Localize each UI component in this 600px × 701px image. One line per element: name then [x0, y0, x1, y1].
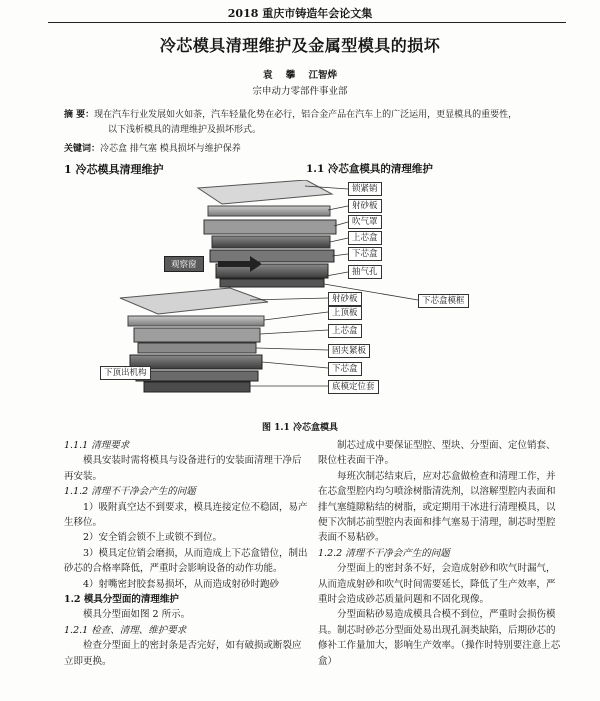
section-1-1-heading: 1.1 冷芯盒模具的清理维护 [306, 163, 433, 175]
left-column [64, 438, 309, 669]
paper-affiliation: 宗申动力零部件事业部 [252, 86, 348, 97]
abstract-line-1: 现在汽车行业发展如火如荼，汽车轻量化势在必行，铝合金产品在汽车上的广泛运用，更显模具的重要性， [94, 110, 518, 120]
list-item: 4）射嘴密封胶套易损坏，从而造成射砂时跑砂 [83, 578, 280, 590]
paragraph-1-2-2: 分型面上的密封条不好，会造成射砂和吹气时漏气，从而造成射砂和吹气时间需要延长，降低了生产效率，严重时会造成砂芯质量问题和不固化现像。 [318, 563, 556, 606]
heading-1-1-1: 1.1.1 清理要求 [64, 440, 130, 451]
figure-cold-box-mold [100, 180, 480, 406]
paragraph-1-1-1: 模具安装时需将模具与设备进行的安装面清理干净后再安装。 [64, 455, 302, 482]
callout-lower-core-box-frame: 下芯盒模框 [418, 294, 469, 308]
callout-upper-core-box-b: 上芯盒 [328, 324, 362, 338]
running-header: 2018 重庆市铸造年会论文集 [227, 7, 373, 20]
keywords-label: 关键词： [64, 144, 101, 154]
mold-illustration [100, 180, 480, 406]
heading-1-2: 1.2 模具分型面的清理维护 [64, 594, 179, 606]
callout-lower-core-box-b: 下芯盒 [328, 362, 362, 376]
callout-clamp-plate: 固夹紧板 [328, 344, 370, 358]
paragraph-1-2: 模具分型面如图 2 所示。 [83, 609, 191, 621]
heading-1-1-2: 1.1.2 清理不干净会产生的问题 [64, 486, 196, 498]
right-column [318, 438, 563, 669]
callout-lower-core-box-a: 下芯盒 [348, 247, 382, 261]
list-item: 1）吸附真空达不到要求，模具连接定位不稳固，易产生移位。 [64, 501, 308, 529]
callout-blow-hood: 吹气罩 [348, 215, 382, 229]
heading-1-2-1: 1.2.1 检查、清理、维护要求 [64, 624, 187, 636]
callout-shooting-plate-lower: 射砂板 [328, 292, 362, 306]
figure-caption: 图 1.1 冷芯盒模具 [262, 423, 338, 433]
paragraph-1-2-1: 检查分型面上的密封条是否完好，如有破损或断裂应立即更换。 [64, 640, 302, 667]
paragraph-right-4: 分型面粘砂易造成模具合模不到位，严重时会损伤模具。制芯时砂芯分型面处易出现孔洞类缺陷，后期砂芯的修补工作量加大，影响生产效率。（操作时特别要注意上芯盒） [318, 609, 561, 667]
section-1-heading: 1 冷芯模具清理维护 [64, 163, 164, 176]
callout-suction-hole: 抽气孔 [348, 265, 382, 279]
callout-upper-top-plate: 上顶板 [328, 306, 362, 320]
callout-shooting-plate-upper: 射砂板 [348, 199, 382, 213]
paper-title: 冷芯模具清理维护及金属型模具的损坏 [159, 36, 441, 55]
abstract-line-2: 以下浅析模具的清理维护及损坏形式。 [108, 124, 262, 135]
paper-authors: 袁 攀 江智烨 [262, 70, 338, 81]
header-rule [48, 22, 566, 23]
callout-bottom-locating-sleeve: 底模定位套 [328, 380, 379, 394]
paragraph-right-2: 每班次制芯结束后，应对芯盒做检查和清理工作，并在芯盒型腔内均匀喷涂树脂清洗剂，以溶解型腔内表面和排气塞缝隙粘结的树脂，或定期用干冰进行清理模具，以便下次制芯前型腔内表面和排气塞易于清理，制芯时型腔表面不易粘砂。 [318, 470, 556, 544]
abstract-label: 摘 要： [64, 110, 95, 120]
paragraph-right-1: 制芯过成中要保证型腔、型块、分型面、定位销套、限位柱表面干净。 [318, 440, 556, 467]
observation-window-label: 观察窗 [164, 256, 204, 272]
abstract [64, 108, 564, 137]
keywords-text: 冷芯盒 排气塞 模具损坏与维护保养 [100, 144, 241, 154]
heading-1-2-2: 1.2.2 清理不干净会产生的问题 [318, 547, 450, 559]
callout-upper-core-box-a: 上芯盒 [348, 231, 382, 245]
callout-lower-ejector: 下顶出机构 [100, 366, 151, 380]
keywords [64, 141, 564, 154]
callout-locking-pin: 锁紧销 [348, 182, 382, 196]
list-item: 2）安全销会锁不上或锁不到位。 [83, 532, 223, 544]
list-item: 3）模具定位销会磨损，从而造成上下芯盒错位，制出砂芯的合格率降低，严重时会影响设备的动作功能。 [64, 547, 308, 575]
